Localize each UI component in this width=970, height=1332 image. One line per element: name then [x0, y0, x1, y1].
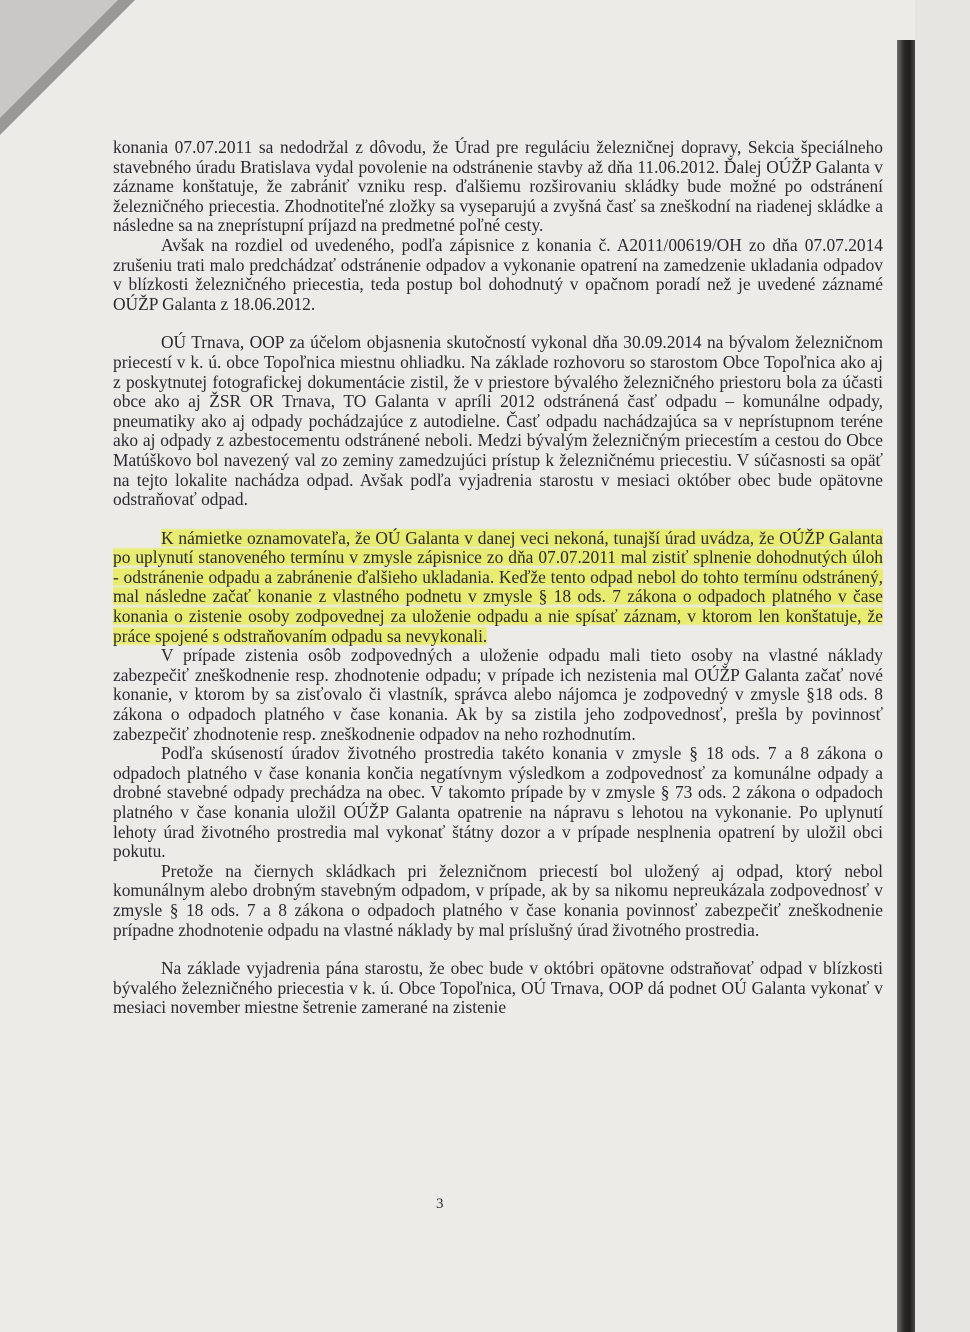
scan-margin-right [915, 0, 970, 1332]
paragraph-cierne-skladky: Pretože na čiernych skládkach pri železničnom priecestí bol uložený aj odpad, ktorý nebol komunálnym alebo drobným stavebným odpadom, v prípade, ak by sa nikomu nepreukázala zodpovednosť v zmysle § 18 ods. 7 a 8 zákona o odpadoch platného v čase konania povinnosť zabezpečiť zneškodnenie prípadne zhodnotenie odpadu na vlastné náklady by mal príslušný úrad životného prostredia. [113, 860, 883, 940]
folded-corner-highlight [0, 0, 118, 118]
paragraph-gap [113, 510, 883, 529]
paragraph-zapisnica: Avšak na rozdiel od uvedeného, podľa zápisnice z konania č. A2011/00619/OH zo dňa 07.07.2014 zrušeniu trati malo predchádzať odstránenie odpadov a vykonanie opatrení na zamedzenie ukladania odpadov v blízkosti železničného priecestia, teda postup bol dohodnutý v opačnom poradí než je uvedené záznamé OÚŽP Galanta z 18.06.2012. [113, 234, 883, 314]
page-number: 3 [436, 1196, 444, 1212]
paragraph-zodpovedne-osoby: V prípade zistenia osôb zodpovedných a uloženie odpadu mali tieto osoby na vlastné náklady zabezpečiť zneškodnenie resp. zhodnotenie odpadu; v prípade ich nezistenia mal OÚŽP Galanta začať nové konanie, v ktorom by sa zisťovalo či vlastník, správca alebo nájomca je zodpovedný v zmysle §18 ods. 8 zákona o odpadoch platného v čase konania. Ak by sa zistila jeho zodpovednosť, prešla by povinnosť zabezpečiť zhodnotenie resp. zneškodnenie odpadov na neho rozhodnutím. [113, 645, 883, 744]
scan-edge-shadow [897, 40, 915, 1332]
paragraph-skusenosti: Podľa skúseností úradov životného prostredia takéto konania v zmysle § 18 ods. 7 a 8 zákona o odpadoch platného v čase konania končia negatívnym výsledkom a zodpovednosť za komunálne odpady a drobné stavebné odpady prechádza na obec. V takomto prípade by v zmysle § 73 ods. 2 zákona o odpadoch platného v čase konania uložil OÚŽP Galanta opatrenie na nápravu s lehotou na vykonanie. Po uplynutí lehoty úrad životného prostredia mal vykonať štátny dozor a v prípade nesplnenia opatrení by uložil obci pokutu. [113, 743, 883, 862]
document-body [113, 138, 883, 1018]
highlighter-mark: K námietke oznamovateľa, že OÚ Galanta v danej veci nekoná, tunajší úrad uvádza, že OÚŽP Galanta po uplynutí stanoveného termínu v zmysle zápisnice zo dňa 07.07.2011 mal zistiť splnenie dohodnutých úloh - odstránenie odpadu a zabránenie ďalšieho ukladania. Keďže tento odpad nebol do tohto termínu odstránený, mal následne začať konanie z vlastného podnetu v zmysle § 18 ods. 7 zákona o odpadoch platného v čase konania o zistenie osoby zodpovednej za uloženie odpadu a nie spísať záznam, v ktorom len konštatuje, že práce spojené s odstraňovaním odpadu sa nevykonali. [113, 527, 883, 646]
paragraph-namietka-highlighted [113, 529, 883, 647]
paragraph-gap [113, 940, 883, 959]
paragraph-gap [113, 314, 883, 333]
paragraph-podnet: Na základe vyjadrenia pána starostu, že obec bude v októbri opätovne odstraňovať odpad v blízkosti bývalého železničného priecestia v k. ú. Obce Topoľnica, OÚ Trnava, OOP dá podnet OÚ Galanta vykonať v mesiaci november miestne šetrenie zamerané na zistenie [113, 958, 883, 1018]
paragraph-continuation: konania 07.07.2011 sa nedodržal z dôvodu, že Úrad pre reguláciu železničnej dopravy, Sekcia špeciálneho stavebného úradu Bratislava vydal povolenie na odstránenie stavby až dňa 11.06.2012. Ďalej OÚŽP Galanta v zázname konštatuje, že zabrániť vzniku resp. ďalšiemu rozširovaniu skládky bude možné po odstránení železničného priecestia. Zhodnotiteľné zložky sa vyseparujú a zvyšná časť sa zneškodní na riadenej skládke a následne sa na zneprístupní príjazd na predmetné poľné cesty. [113, 137, 883, 236]
paragraph-ohliadka: OÚ Trnava, OOP za účelom objasnenia skutočností vykonal dňa 30.09.2014 na bývalom železničnom priecestí v k. ú. obce Topoľnica miestnu ohliadku. Na základe rozhovoru so starostom Obce Topoľnica ako aj z poskytnutej fotografickej dokumentácie zistil, že v priestore bývalého železničného priestoru bola za účasti obce ako aj ŽSR OR Trnava, TO Galanta v apríli 2012 odstránená časť odpadu – komunálne odpady, pneumatiky ako aj odpady pochádzajúce z autodielne. Časť odpadu nachádzajúca sa v neprístupnom teréne ako aj odpady z azbestocementu odstránené neboli. Medzi bývalým železničným priecestím a cestou do Obce Matúškovo bol navezený val zo zeminy zamedzujúci prístup k železničnému priecestiu. V súčasnosti sa opäť na tejto lokalite nachádza odpad. Avšak podľa vyjadrenia starostu v mesiaci október obec bude opätovne odstraňovať odpad. [113, 332, 883, 510]
